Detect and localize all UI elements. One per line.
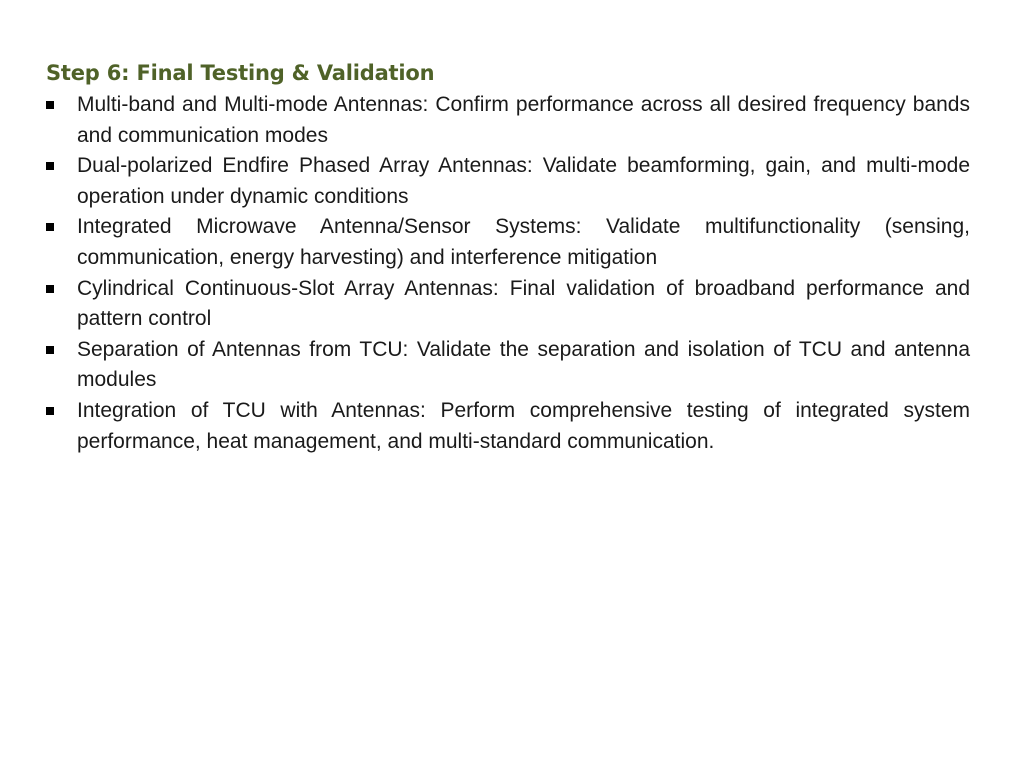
- bullet-item: [46, 151, 970, 212]
- bullet-text: Dual-polarized Endfire Phased Array Antennas: Validate beamforming, gain, and multi-mode operation under dynamic conditions: [77, 154, 970, 208]
- square-bullet-icon: [46, 346, 54, 354]
- bullet-text: Separation of Antennas from TCU: Validate the separation and isolation of TCU and antenna modules: [77, 337, 970, 392]
- bullet-item: [46, 212, 970, 273]
- bullet-list: [46, 90, 970, 457]
- square-bullet-icon: [46, 223, 54, 231]
- bullet-item: [46, 396, 970, 457]
- square-bullet-icon: [46, 101, 54, 109]
- bullet-text: Multi-band and Multi-mode Antennas: Confirm performance across all desired frequency bands and communication modes: [77, 93, 970, 147]
- square-bullet-icon: [46, 285, 54, 293]
- square-bullet-icon: [46, 162, 54, 170]
- bullet-text: Cylindrical Continuous-Slot Array Antennas: Final validation of broadband performance and pattern control: [77, 276, 970, 331]
- square-bullet-icon: [46, 407, 54, 415]
- bullet-item: [46, 90, 970, 151]
- bullet-item: [46, 335, 970, 396]
- bullet-text: Integration of TCU with Antennas: Perform comprehensive testing of integrated system performance, heat management, and multi-standard communication.: [77, 398, 970, 453]
- bullet-item: [46, 274, 970, 335]
- bullet-text: Integrated Microwave Antenna/Sensor Systems: Validate multifunctionality (sensing, communication, energy harvesting) and interference mitigation: [77, 215, 970, 269]
- slide-heading: Step 6: Final Testing & Validation: [46, 61, 435, 85]
